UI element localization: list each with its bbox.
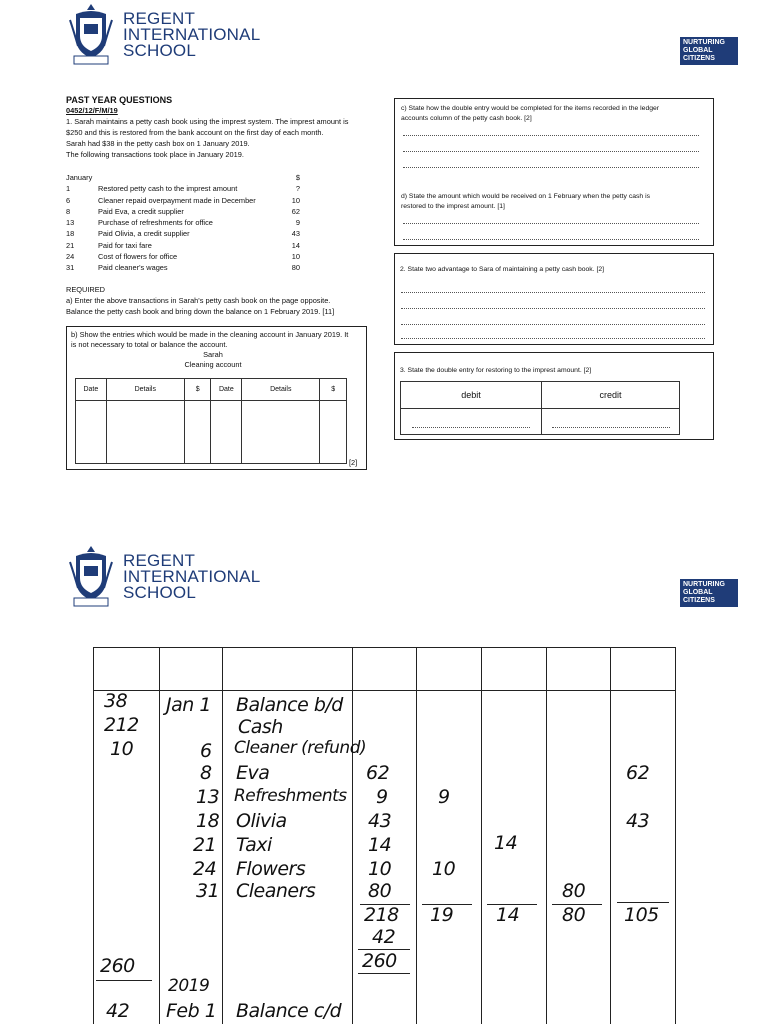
question-b-marks: [2] (349, 458, 358, 467)
analysis-amount: 14 (494, 832, 518, 854)
receipts-total: 260 (100, 955, 135, 977)
tx-day: 1 (66, 184, 71, 194)
intro-line: Sarah had $38 in the petty cash box on 1 January 2019. (66, 139, 250, 148)
badge-line2: GLOBAL (683, 589, 713, 596)
entry-detail: Cleaner (refund) (234, 738, 367, 758)
tx-day: 13 (66, 218, 75, 228)
tx-day: 18 (66, 229, 75, 239)
badge-line3: CITIZENS (683, 597, 715, 604)
entry-date: Feb 1 (166, 1000, 217, 1022)
badge-line2: GLOBAL (683, 47, 713, 54)
total-amount: 80 (368, 880, 392, 902)
school-name (123, 11, 260, 59)
tx-desc: Paid for taxi fare (98, 240, 152, 250)
ledger-header: $ (320, 379, 347, 401)
tx-month-header: January (66, 173, 93, 182)
grid-line (610, 647, 611, 1024)
school-name-line1: REGENT (123, 551, 196, 570)
tx-day: 24 (66, 252, 75, 262)
receipt-amount: 42 (106, 1000, 130, 1022)
tx-day: 21 (66, 240, 75, 250)
tx-currency-header: $ (295, 173, 300, 182)
ledger-cell[interactable] (76, 401, 107, 464)
tx-desc: Restored petty cash to the imprest amount (98, 184, 238, 194)
entry-date: 21 (193, 834, 217, 856)
table-row (66, 183, 300, 194)
total-amount: 14 (368, 834, 392, 856)
badge-line1: NURTURING (683, 581, 725, 588)
table-row (66, 217, 300, 228)
entry-date: 8 (200, 762, 212, 784)
table-row (66, 262, 300, 273)
school-crest-icon (66, 544, 116, 608)
tx-day: 6 (66, 195, 71, 205)
school-name-line3: SCHOOL (123, 41, 196, 60)
entry-date: 18 (196, 810, 220, 832)
answer-line[interactable] (401, 338, 705, 339)
column-total: 80 (562, 904, 586, 926)
receipt-amount: 10 (110, 738, 134, 760)
badge-line1: NURTURING (683, 39, 725, 46)
column-total: 19 (430, 904, 454, 926)
grid-line (159, 647, 160, 1024)
credit-answer-cell[interactable] (542, 409, 680, 435)
intro-line: 1. Sarah maintains a petty cash book using the imprest system. The imprest amount is (66, 117, 349, 126)
table-row (66, 251, 300, 262)
total-amount: 10 (368, 858, 392, 880)
total-rule (358, 973, 410, 974)
total-rule (96, 980, 152, 981)
entry-detail: Cleaners (236, 880, 316, 902)
grid-line (481, 647, 482, 1024)
entry-detail: Balance c/d (236, 1000, 342, 1022)
answer-line[interactable] (401, 292, 705, 293)
tx-amount: 10 (291, 195, 300, 205)
double-entry-table (400, 381, 680, 435)
question-block (66, 95, 386, 160)
question-b-box (66, 326, 367, 470)
table-row (66, 228, 300, 239)
ledger-cell[interactable] (211, 401, 242, 464)
school-crest-icon (66, 2, 116, 66)
debit-header: debit (401, 382, 542, 409)
entry-date: 13 (196, 786, 220, 808)
ledger-header: Details (106, 379, 184, 401)
badge-line3: CITIZENS (683, 55, 715, 62)
paper-code: 0452/12/F/M/19 (66, 106, 118, 115)
entry-detail: Flowers (236, 858, 306, 880)
school-name-line1: REGENT (123, 9, 196, 28)
question-c-line2: accounts column of the petty cash book. [2] (401, 115, 532, 122)
cleaning-account-ledger (75, 378, 347, 464)
question-d-line2: restored to the imprest amount. [1] (401, 203, 505, 210)
tx-desc: Cleaner repaid overpayment made in December (98, 195, 256, 205)
ledger-cell[interactable] (184, 401, 211, 464)
tx-amount: ? (295, 184, 300, 194)
analysis-amount: 10 (432, 858, 456, 880)
ledger-cell[interactable] (242, 401, 320, 464)
requirement-a-line2: Balance the petty cash book and bring down the balance on 1 February 2019. [11] (66, 307, 335, 316)
ledger-cell[interactable] (320, 401, 347, 464)
school-name-line2: INTERNATIONAL (123, 25, 261, 44)
column-total: 218 (364, 904, 399, 926)
required-label: REQUIRED (66, 285, 106, 294)
tx-day: 31 (66, 263, 75, 273)
tx-amount: 10 (291, 252, 300, 262)
tx-amount: 43 (291, 229, 300, 239)
grid-line (93, 690, 676, 691)
intro-line: $250 and this is restored from the bank account on the first day of each month. (66, 128, 324, 137)
required-block (66, 284, 386, 317)
tx-day: 8 (66, 206, 71, 216)
balance-carried-down: 42 (372, 926, 396, 948)
tx-amount: 14 (291, 240, 300, 250)
ledger-header: Details (242, 379, 320, 401)
account-name: Cleaning account (184, 360, 242, 369)
ledger-header: Date (76, 379, 107, 401)
entry-detail: Olivia (236, 810, 287, 832)
table-row (66, 195, 300, 206)
question-b-line1: b) Show the entries which would be made in the cleaning account in January 2019. It (71, 330, 349, 339)
question-3-box (394, 352, 714, 440)
entry-detail: Balance b/d (236, 694, 343, 716)
transactions-table (66, 172, 300, 274)
entry-date: 24 (193, 858, 217, 880)
page-heading: PAST YEAR QUESTIONS (66, 95, 173, 105)
tx-amount: 80 (291, 263, 300, 273)
tx-desc: Cost of flowers for office (98, 252, 178, 262)
grid-line (352, 647, 353, 1024)
answer-line[interactable] (403, 223, 699, 224)
table-row (401, 409, 680, 435)
grid-line (93, 647, 94, 1024)
entry-detail: Cash (238, 716, 283, 738)
nurturing-badge (680, 37, 738, 65)
school-name (123, 553, 260, 601)
account-owner: Sarah (203, 350, 223, 359)
answer-line[interactable] (403, 135, 699, 136)
tx-desc: Paid Olivia, a credit supplier (98, 229, 190, 239)
receipt-amount: 212 (104, 714, 139, 736)
school-name-line2: INTERNATIONAL (123, 567, 261, 586)
credit-header: credit (542, 382, 680, 409)
year-label: 2019 (168, 976, 210, 996)
entry-detail: Eva (236, 762, 270, 784)
table-row (76, 401, 347, 464)
answer-line[interactable] (403, 167, 699, 168)
entry-date: Jan 1 (166, 694, 211, 716)
analysis-amount: 80 (562, 880, 586, 902)
answer-line[interactable] (401, 308, 705, 309)
table-row (76, 379, 347, 401)
tx-amount: 9 (295, 218, 300, 228)
answer-line[interactable] (401, 324, 705, 325)
answer-line[interactable] (403, 151, 699, 152)
school-name-line3: SCHOOL (123, 583, 196, 602)
entry-detail: Taxi (236, 834, 272, 856)
ledger-cell[interactable] (106, 401, 184, 464)
answer-line[interactable] (403, 239, 699, 240)
analysis-amount: 62 (626, 762, 650, 784)
total-amount: 9 (376, 786, 388, 808)
question-cd-box (394, 98, 714, 246)
grid-line (416, 647, 417, 1024)
total-amount: 62 (366, 762, 390, 784)
question-d-line1: d) State the amount which would be received on 1 February when the petty cash is (401, 193, 650, 200)
column-total: 14 (496, 904, 520, 926)
tx-desc: Purchase of refreshments for office (98, 218, 213, 228)
grid-line (222, 647, 223, 1024)
table-row (66, 172, 300, 183)
analysis-amount: 43 (626, 810, 650, 832)
total-rule (617, 902, 669, 903)
analysis-amount: 9 (438, 786, 450, 808)
debit-answer-cell[interactable] (401, 409, 542, 435)
nurturing-badge (680, 579, 738, 607)
receipt-amount: 38 (104, 690, 128, 712)
grid-line (675, 647, 676, 1024)
entry-detail: Refreshments (234, 786, 347, 806)
tx-desc: Paid Eva, a credit supplier (98, 206, 184, 216)
entry-date: 6 (200, 740, 212, 762)
column-total: 105 (624, 904, 659, 926)
entry-date: 31 (196, 880, 220, 902)
question-2-box (394, 253, 714, 345)
question-2-text: 2. State two advantage to Sara of maintaining a petty cash book. [2] (400, 266, 605, 273)
grid-line (546, 647, 547, 1024)
table-row (66, 240, 300, 251)
table-row (66, 206, 300, 217)
question-3-text: 3. State the double entry for restoring to the imprest amount. [2] (400, 367, 592, 374)
question-c-line1: c) State how the double entry would be completed for the items recorded in the ledger (401, 105, 660, 112)
tx-amount: 62 (291, 206, 300, 216)
tx-desc: Paid cleaner's wages (98, 263, 168, 273)
requirement-a-line1: a) Enter the above transactions in Sarah's petty cash book on the page opposite. (66, 296, 331, 305)
total-amount: 43 (368, 810, 392, 832)
grid-line (93, 647, 676, 648)
ledger-header: $ (184, 379, 211, 401)
intro-line: The following transactions took place in January 2019. (66, 150, 244, 159)
ledger-header: Date (211, 379, 242, 401)
grand-total: 260 (362, 950, 397, 972)
table-row (401, 382, 680, 409)
question-b-line2: is not necessary to total or balance the account. (71, 340, 228, 349)
